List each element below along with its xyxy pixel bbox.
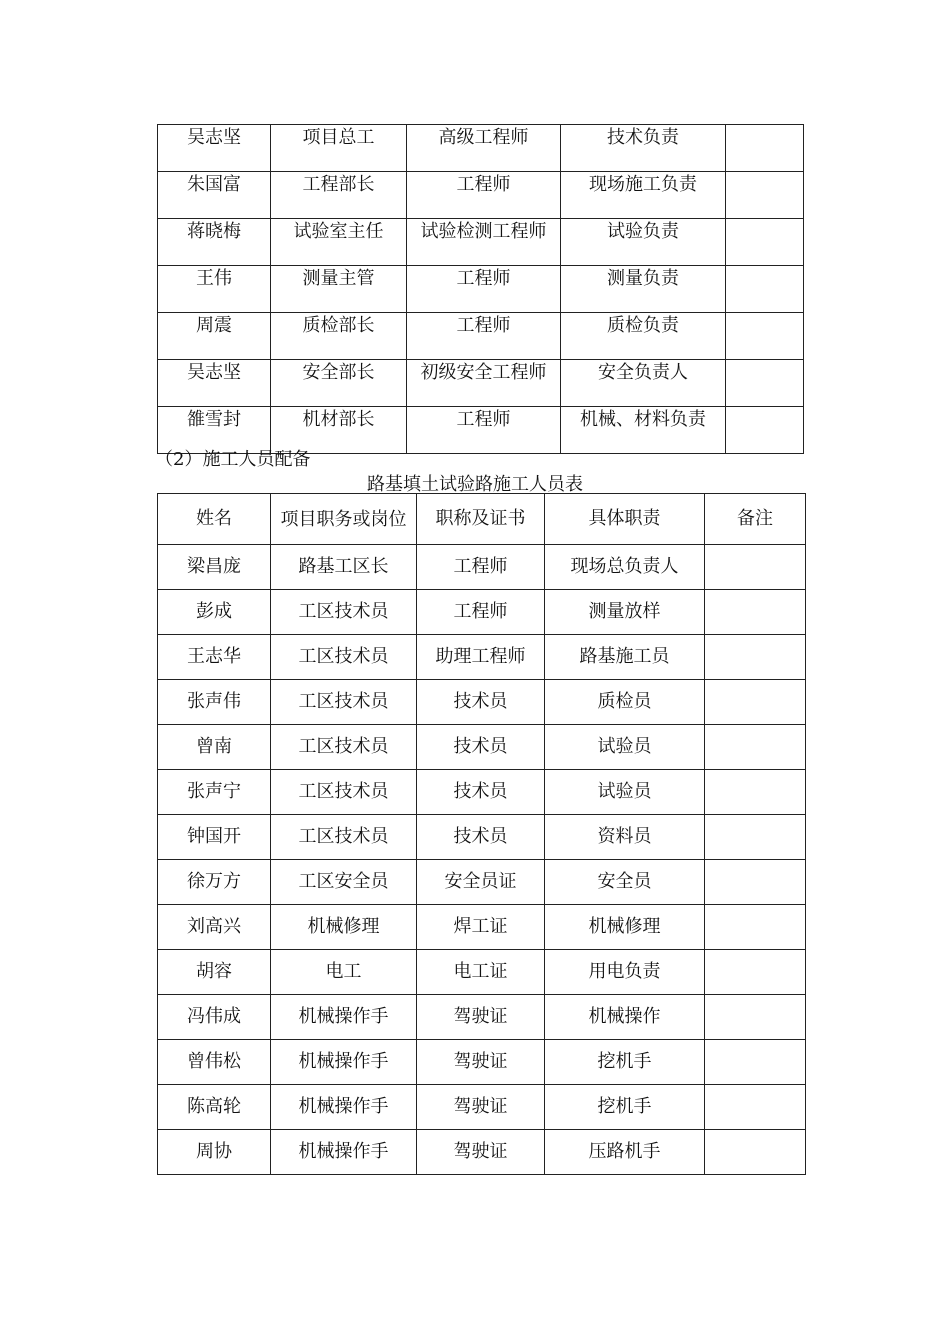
table-cell: 测量放样 <box>545 590 705 635</box>
table-row <box>158 950 806 995</box>
table-cell: 技术员 <box>417 815 545 860</box>
table-cell: 用电负责 <box>545 950 705 995</box>
table-cell <box>705 995 806 1040</box>
table-cell: 钟国开 <box>158 815 271 860</box>
table-cell: 安全员证 <box>417 860 545 905</box>
table-row <box>158 219 804 266</box>
table-cell: 工程师 <box>407 313 561 360</box>
table-row <box>158 545 806 590</box>
table-cell: 初级安全工程师 <box>407 360 561 407</box>
table-cell: 机材部长 <box>271 407 407 454</box>
table-cell: 曾南 <box>158 725 271 770</box>
table-cell: 工区技术员 <box>271 725 417 770</box>
table-cell: 工区技术员 <box>271 590 417 635</box>
table-cell: 挖机手 <box>545 1040 705 1085</box>
table-cell: 机械操作手 <box>271 1085 417 1130</box>
table-cell: 机械、材料负责 <box>561 407 726 454</box>
table-cell: 质检负责 <box>561 313 726 360</box>
management-staff-table <box>157 124 804 454</box>
table1-body <box>158 125 804 454</box>
table-row <box>158 725 806 770</box>
table-cell: 胡容 <box>158 950 271 995</box>
table-cell: 压路机手 <box>545 1130 705 1175</box>
table-cell: 工区技术员 <box>271 680 417 725</box>
table-cell: 周协 <box>158 1130 271 1175</box>
table-row <box>158 1130 806 1175</box>
table-cell: 冯伟成 <box>158 995 271 1040</box>
table-row <box>158 995 806 1040</box>
table-caption: 路基填土试验路施工人员表 <box>367 474 583 495</box>
table-cell: 王志华 <box>158 635 271 680</box>
table-cell: 试验员 <box>545 770 705 815</box>
header-cell: 姓名 <box>158 494 271 545</box>
table-cell: 机械修理 <box>271 905 417 950</box>
table-row <box>158 266 804 313</box>
table-cell <box>705 950 806 995</box>
table-cell: 技术员 <box>417 725 545 770</box>
table-row <box>158 360 804 407</box>
table-cell: 王伟 <box>158 266 271 313</box>
table-cell: 陈高轮 <box>158 1085 271 1130</box>
header-cell: 备注 <box>705 494 806 545</box>
table-cell: 安全负责人 <box>561 360 726 407</box>
table-cell: 蒋晓梅 <box>158 219 271 266</box>
table-cell: 助理工程师 <box>417 635 545 680</box>
table-cell: 机械操作 <box>545 995 705 1040</box>
table-cell: 机械操作手 <box>271 995 417 1040</box>
table-row <box>158 125 804 172</box>
table-cell: 吴志坚 <box>158 125 271 172</box>
table-cell: 彭成 <box>158 590 271 635</box>
table-cell <box>726 360 804 407</box>
table-cell: 路基工区长 <box>271 545 417 590</box>
table-cell: 工程师 <box>417 545 545 590</box>
table-cell: 测量主管 <box>271 266 407 313</box>
table-cell: 周震 <box>158 313 271 360</box>
table-cell <box>705 725 806 770</box>
table-cell: 现场施工负责 <box>561 172 726 219</box>
table-cell: 安全员 <box>545 860 705 905</box>
table-cell: 梁昌庞 <box>158 545 271 590</box>
table-row <box>158 815 806 860</box>
table-cell <box>726 219 804 266</box>
table-cell: 现场总负责人 <box>545 545 705 590</box>
table-cell <box>705 1085 806 1130</box>
table-cell: 工程师 <box>407 407 561 454</box>
table-cell <box>705 635 806 680</box>
table-cell: 试验负责 <box>561 219 726 266</box>
table-cell: 试验室主任 <box>271 219 407 266</box>
table-cell: 机械修理 <box>545 905 705 950</box>
table-cell: 驾驶证 <box>417 1040 545 1085</box>
table-cell: 工程师 <box>407 266 561 313</box>
table-cell: 工区技术员 <box>271 770 417 815</box>
table-row <box>158 635 806 680</box>
table-cell: 工程部长 <box>271 172 407 219</box>
table-cell: 朱国富 <box>158 172 271 219</box>
section-heading: （2）施工人员配备 <box>155 449 311 470</box>
header-cell: 职称及证书 <box>417 494 545 545</box>
table-row <box>158 680 806 725</box>
table-cell <box>705 1130 806 1175</box>
table-cell: 技术员 <box>417 770 545 815</box>
table-cell: 徐万方 <box>158 860 271 905</box>
table-row <box>158 905 806 950</box>
table-cell: 电工证 <box>417 950 545 995</box>
table-row <box>158 1040 806 1085</box>
table-header-row <box>158 494 806 545</box>
table-cell: 技术员 <box>417 680 545 725</box>
table-cell: 工程师 <box>417 590 545 635</box>
table-cell: 工程师 <box>407 172 561 219</box>
table-cell <box>726 172 804 219</box>
table-row <box>158 860 806 905</box>
table-cell: 质检员 <box>545 680 705 725</box>
table-cell: 工区安全员 <box>271 860 417 905</box>
table-cell <box>705 770 806 815</box>
table-row <box>158 313 804 360</box>
table-cell: 驾驶证 <box>417 995 545 1040</box>
table-cell: 高级工程师 <box>407 125 561 172</box>
table-cell <box>705 815 806 860</box>
table-cell <box>705 905 806 950</box>
table-cell <box>705 860 806 905</box>
table-cell: 机械操作手 <box>271 1130 417 1175</box>
table-cell: 张声伟 <box>158 680 271 725</box>
table-cell <box>726 407 804 454</box>
table-cell: 曾伟松 <box>158 1040 271 1085</box>
table-cell: 工区技术员 <box>271 635 417 680</box>
table-cell: 安全部长 <box>271 360 407 407</box>
table-cell: 吴志坚 <box>158 360 271 407</box>
table-cell <box>705 1040 806 1085</box>
table-row <box>158 172 804 219</box>
table-cell <box>726 266 804 313</box>
table-cell: 项目总工 <box>271 125 407 172</box>
table-cell: 挖机手 <box>545 1085 705 1130</box>
table-cell: 张声宁 <box>158 770 271 815</box>
table-row <box>158 590 806 635</box>
table-cell <box>726 313 804 360</box>
header-cell: 项目职务或岗位 <box>271 494 417 545</box>
table-cell: 机械操作手 <box>271 1040 417 1085</box>
table-cell <box>726 125 804 172</box>
table-cell: 驾驶证 <box>417 1085 545 1130</box>
table-cell: 试验员 <box>545 725 705 770</box>
table-cell: 资料员 <box>545 815 705 860</box>
table-cell: 工区技术员 <box>271 815 417 860</box>
table-row <box>158 1085 806 1130</box>
table-cell: 试验检测工程师 <box>407 219 561 266</box>
table-cell: 驾驶证 <box>417 1130 545 1175</box>
construction-staff-table <box>157 493 806 1175</box>
table-cell: 刘高兴 <box>158 905 271 950</box>
table2-body <box>158 494 806 1175</box>
table-cell: 测量负责 <box>561 266 726 313</box>
table-cell <box>705 545 806 590</box>
table-cell: 雒雪封 <box>158 407 271 454</box>
table-cell <box>705 680 806 725</box>
table-cell <box>705 590 806 635</box>
header-cell: 具体职责 <box>545 494 705 545</box>
table-cell: 技术负责 <box>561 125 726 172</box>
table-cell: 质检部长 <box>271 313 407 360</box>
table-cell: 路基施工员 <box>545 635 705 680</box>
table-cell: 焊工证 <box>417 905 545 950</box>
table-cell: 电工 <box>271 950 417 995</box>
table-row <box>158 770 806 815</box>
